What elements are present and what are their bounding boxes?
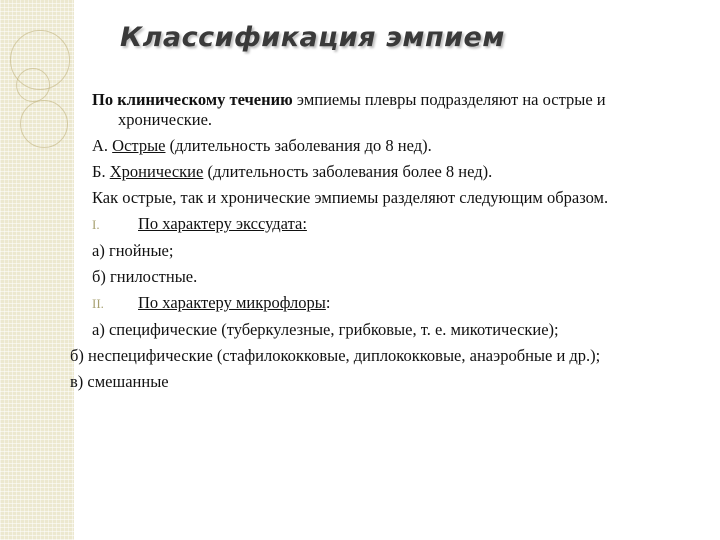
- decorative-ring: [20, 100, 68, 148]
- bold-term: По клиническому течению: [92, 90, 293, 109]
- list-item: Как острые, так и хронические эмпиемы разделяют следующим образом.: [92, 188, 609, 207]
- slide-title: Классификация эмпием: [120, 22, 505, 53]
- underlined-term: Хронические: [109, 162, 204, 181]
- list-item: II. По характеру микрофлоры:: [92, 293, 331, 312]
- list-item: б) неспецифические (стафилококковые, диплококковые, анаэробные и др.);: [70, 346, 601, 365]
- list-item: А. Острые (длительность заболевания до 8 нед).: [92, 136, 432, 155]
- underlined-term: Острые: [112, 136, 166, 155]
- section-heading: По характеру микрофлоры: [138, 293, 326, 312]
- roman-numeral: II.: [92, 296, 104, 311]
- list-item: Б. Хронические (длительность заболевания более 8 нед).: [92, 162, 493, 181]
- list-item: а) специфические (туберкулезные, грибковые, т. е. микотические);: [92, 320, 559, 339]
- decorative-side-strip: [0, 0, 74, 540]
- list-item: б) гнилостные.: [92, 267, 198, 286]
- decorative-ring: [16, 68, 50, 102]
- list-item: [92, 214, 702, 235]
- list-item: в) смешанные: [70, 372, 169, 391]
- slide-body: [70, 90, 702, 398]
- list-item: а) гнойные;: [92, 241, 174, 260]
- section-heading: По характеру экссудата:: [138, 214, 307, 233]
- roman-numeral: I.: [92, 217, 100, 232]
- list-item: По клиническому течению эмпиемы плевры подразделяют на острые и хронические.: [92, 90, 606, 129]
